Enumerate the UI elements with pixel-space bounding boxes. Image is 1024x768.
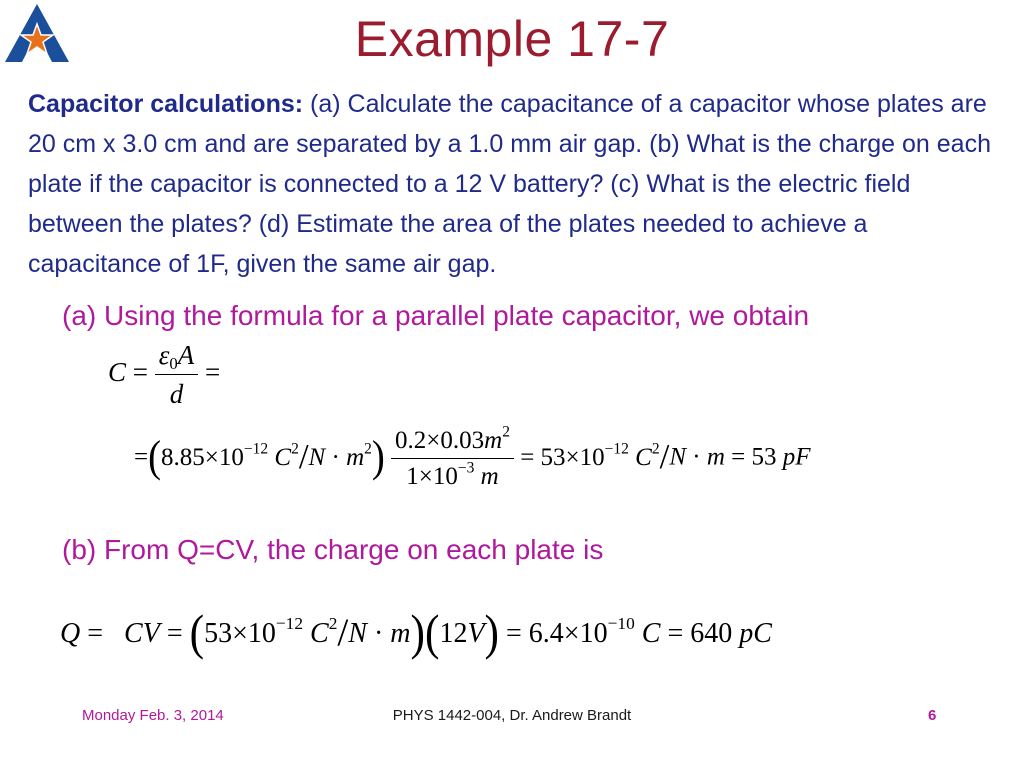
problem-lead: Capacitor calculations:	[28, 90, 304, 118]
part-a-heading: (a) Using the formula for a parallel plate capacitor, we obtain	[62, 300, 810, 331]
problem-text: (a) Calculate the capacitance of a capacitor whose plates are 20 cm x 3.0 cm and are separated by a 1.0 mm air gap. (b) What is the charge on each plate if the capacitor is connected to a 12 V battery? (c) What is the electric field between the plates? (d) Estimate the area of the plates needed to achieve a capacitance of 1F, given the same air gap.	[28, 90, 991, 278]
page-number: 6	[928, 707, 937, 724]
footer-course: PHYS 1442-004, Dr. Andrew Brandt	[392, 707, 632, 724]
footer-date: Monday Feb. 3, 2014	[82, 707, 224, 724]
capacitance-calculation: $=(8.85\times 10^{-12}$ $C^2/N \cdot m^2$) $\frac{0.2\times 0.03m^2}{1\times 10^{-3} m}$ = $53\times 10^{-12}$ $C^2/N \cdot m = 53$ pF	[134, 423, 811, 490]
slide-title: Example 17-7	[354, 11, 670, 67]
problem-statement	[28, 84, 1003, 284]
area-over-distance-fraction: $\frac{0.2\times 0.03m^2}{1\times 10^{-3} m}$	[391, 427, 514, 491]
charge-calculation: Q = CV = ($53\times 10^{-12}$ $C^2/N \cdot m)(12V) = 6.4\times 10^{-10}$ C = 640 pC	[60, 605, 772, 661]
capacitance-fraction: $\frac{\varepsilon_0A}{d}$	[155, 340, 199, 410]
part-b-heading: (b) From Q=CV, the charge on each plate is	[62, 534, 604, 565]
capacitance-formula: C = $\frac{\varepsilon_0A}{d}$ =	[108, 340, 221, 409]
